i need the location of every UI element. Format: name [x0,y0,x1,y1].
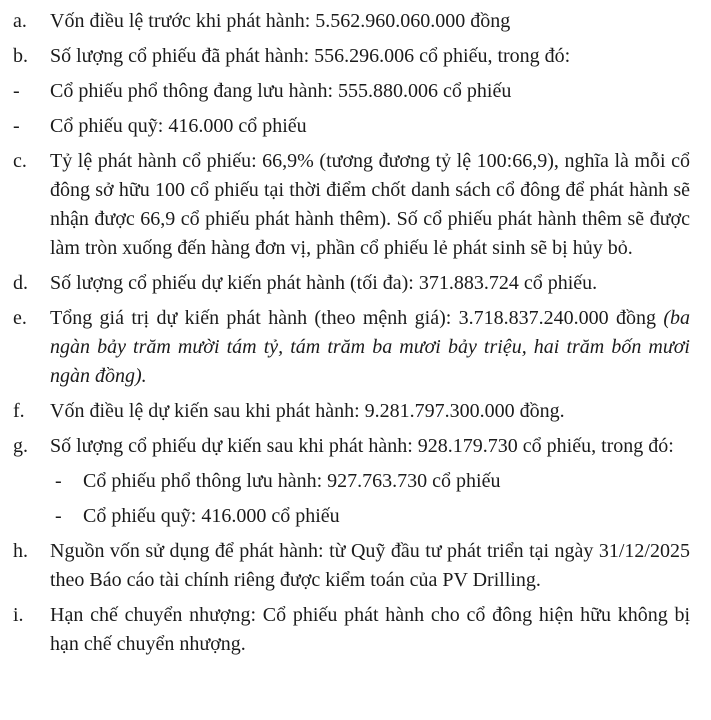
list-item-dash-outstanding-shares [55,467,690,496]
dash-marker: - [13,115,20,137]
list-item-text: Số lượng cổ phiếu đã phát hành: 556.296.006 cổ phiếu, trong đó: [50,45,571,67]
list-item-text: Vốn điều lệ trước khi phát hành: 5.562.960.060.000 đồng [50,10,511,32]
list-item-dash-treasury-shares-after [55,502,690,531]
list-item-f [13,397,690,426]
list-item-b [13,42,690,71]
list-item-h [13,537,690,595]
list-item-text: Nguồn vốn sử dụng để phát hành: từ Quỹ đầu tư phát triển tại ngày 31/12/2025 theo Báo cáo tài chính riêng được kiểm toán của PV Drilling. [50,540,690,591]
list-item-text: Tổng giá trị dự kiến phát hành (theo mệnh giá): 3.718.837.240.000 đồng [50,307,664,329]
list-item-a [13,7,690,36]
list-item-text: Tỷ lệ phát hành cổ phiếu: 66,9% (tương đương tỷ lệ 100:66,9), nghĩa là mỗi cổ đông sở hữu 100 cổ phiếu tại thời điểm chốt danh sách cổ đông để phát hành sẽ nhận được 66,9 cổ phiếu phát hành thêm). Số cổ phiếu phát hành thêm sẽ được làm tròn xuống đến hàng đơn vị, phần cổ phiếu lẻ phát sinh sẽ bị hủy bỏ. [50,150,690,259]
list-item-dash-treasury-shares [13,112,690,141]
list-item-text: Cổ phiếu quỹ: 416.000 cổ phiếu [50,115,307,137]
dash-marker: - [13,80,20,102]
list-item-marker: g. [13,435,28,457]
list-item-dash-common-shares [13,77,690,106]
dash-marker: - [55,505,62,527]
list-item-c [13,147,690,263]
list-item-i [13,601,690,659]
list-item-text: Số lượng cổ phiếu dự kiến sau khi phát hành: 928.179.730 cổ phiếu, trong đó: [50,435,674,457]
list-item-marker: c. [13,150,27,172]
list-item-text: Cổ phiếu phổ thông lưu hành: 927.763.730 cổ phiếu [83,470,501,492]
list-item-marker: b. [13,45,28,67]
list-item-g [13,432,690,461]
list-item-d [13,269,690,298]
list-item-text: Hạn chế chuyển nhượng: Cổ phiếu phát hành cho cổ đông hiện hữu không bị hạn chế chuyển nhượng. [50,604,690,655]
list-item-e [13,304,690,391]
list-item-marker: e. [13,307,27,329]
list-item-text: Số lượng cổ phiếu dự kiến phát hành (tối đa): 371.883.724 cổ phiếu. [50,272,598,294]
list-item-text: Vốn điều lệ dự kiến sau khi phát hành: 9.281.797.300.000 đồng. [50,400,565,422]
list-item-text: Cổ phiếu phổ thông đang lưu hành: 555.880.006 cổ phiếu [50,80,512,102]
list-item-marker: d. [13,272,28,294]
list-item-marker: f. [13,400,25,422]
list-item-marker: a. [13,10,27,32]
list-item-text: Cổ phiếu quỹ: 416.000 cổ phiếu [83,505,340,527]
list-item-text-italic-amount-in-words: (ba ngàn bảy trăm mười tám tỷ, tám trăm ba mươi bảy triệu, hai trăm bốn mươi ngàn đồng). [50,307,690,387]
dash-marker: - [55,470,62,492]
list-item-marker: h. [13,540,28,562]
list-item-marker: i. [13,604,24,626]
